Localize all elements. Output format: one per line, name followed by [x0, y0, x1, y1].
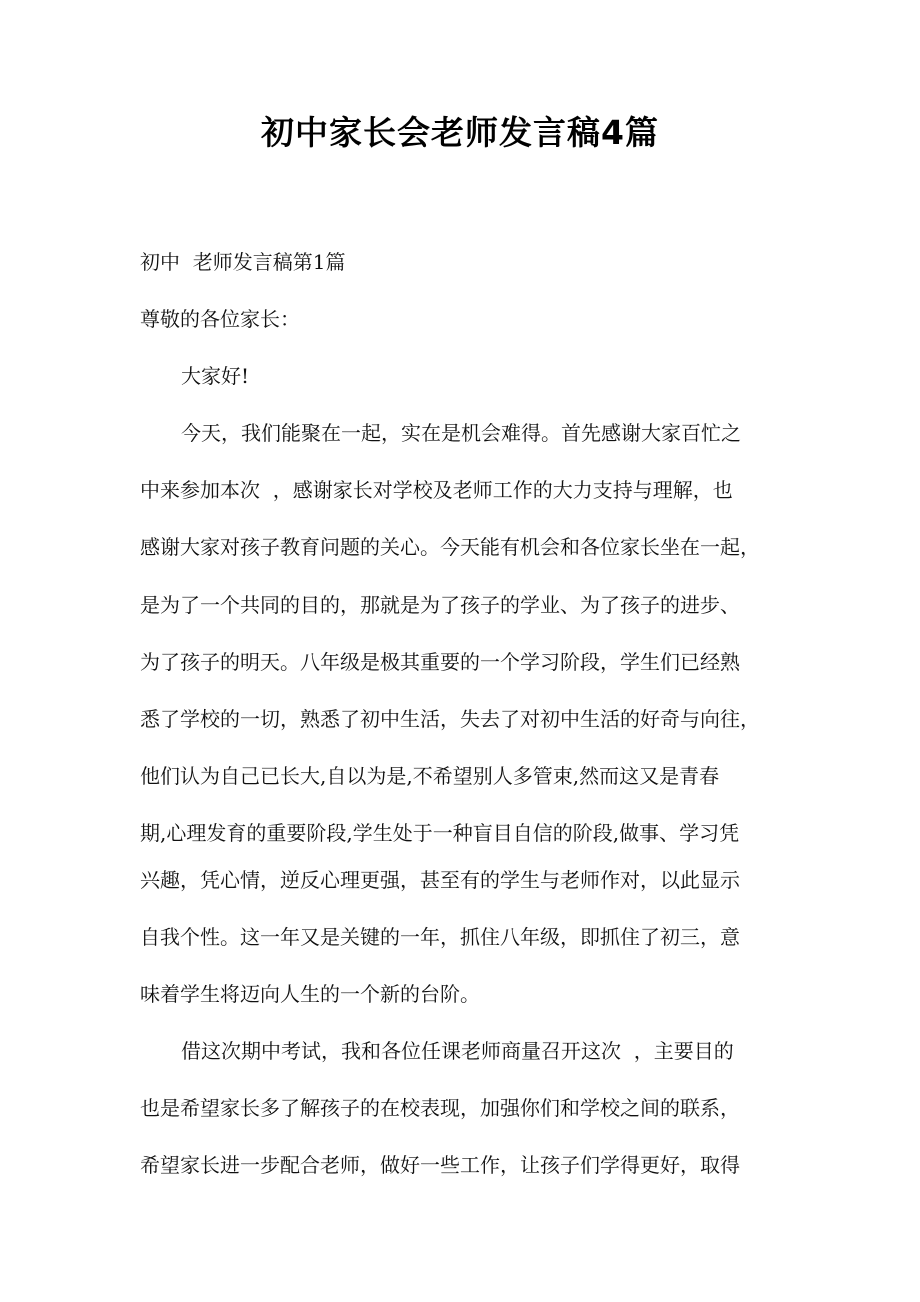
paragraph-line: 他们认为自己已长大,自以为是,不希望别人多管束,然而这又是青春: [140, 764, 720, 788]
section-heading: 初中 老师发言稿第1篇: [140, 250, 346, 274]
paragraph-line: 今天，我们能聚在一起，实在是机会难得。首先感谢大家百忙之: [181, 421, 741, 445]
paragraph-line: 味着学生将迈向人生的一个新的台阶。: [140, 982, 480, 1006]
paragraph-line: 悉了学校的一切，熟悉了初中生活，失去了对初中生活的好奇与向往，: [140, 707, 760, 731]
paragraph-line: 是为了一个共同的目的，那就是为了孩子的学业、为了孩子的进步、: [140, 593, 740, 617]
paragraph-line: 希望家长进一步配合老师，做好一些工作，让孩子们学得更好，取得: [140, 1153, 740, 1177]
greeting: 大家好!: [181, 364, 250, 388]
paragraph-line: 感谢大家对孩子教育问题的关心。今天能有机会和各位家长坐在一起，: [140, 535, 760, 559]
document-title: 初中家长会老师发言稿4篇: [261, 113, 659, 152]
paragraph-line: 借这次期中考试，我和各位任课老师商量召开这次 ，主要目的: [181, 1039, 734, 1063]
paragraph-line: 为了孩子的明天。八年级是极其重要的一个学习阶段，学生们已经熟: [140, 650, 740, 674]
paragraph-line: 兴趣，凭心情，逆反心理更强，甚至有的学生与老师作对，以此显示: [140, 868, 740, 892]
paragraph-line: 期,心理发育的重要阶段,学生处于一种盲目自信的阶段,做事、学习凭: [140, 821, 740, 845]
paragraph-line: 自我个性。这一年又是关键的一年，抓住八年级，即抓住了初三，意: [140, 925, 740, 949]
paragraph-line: 也是希望家长多了解孩子的在校表现，加强你们和学校之间的联系，: [140, 1096, 740, 1120]
paragraph-line: 中来参加本次 ，感谢家长对学校及老师工作的大力支持与理解，也: [140, 478, 733, 502]
salutation: 尊敬的各位家长：: [140, 307, 300, 331]
